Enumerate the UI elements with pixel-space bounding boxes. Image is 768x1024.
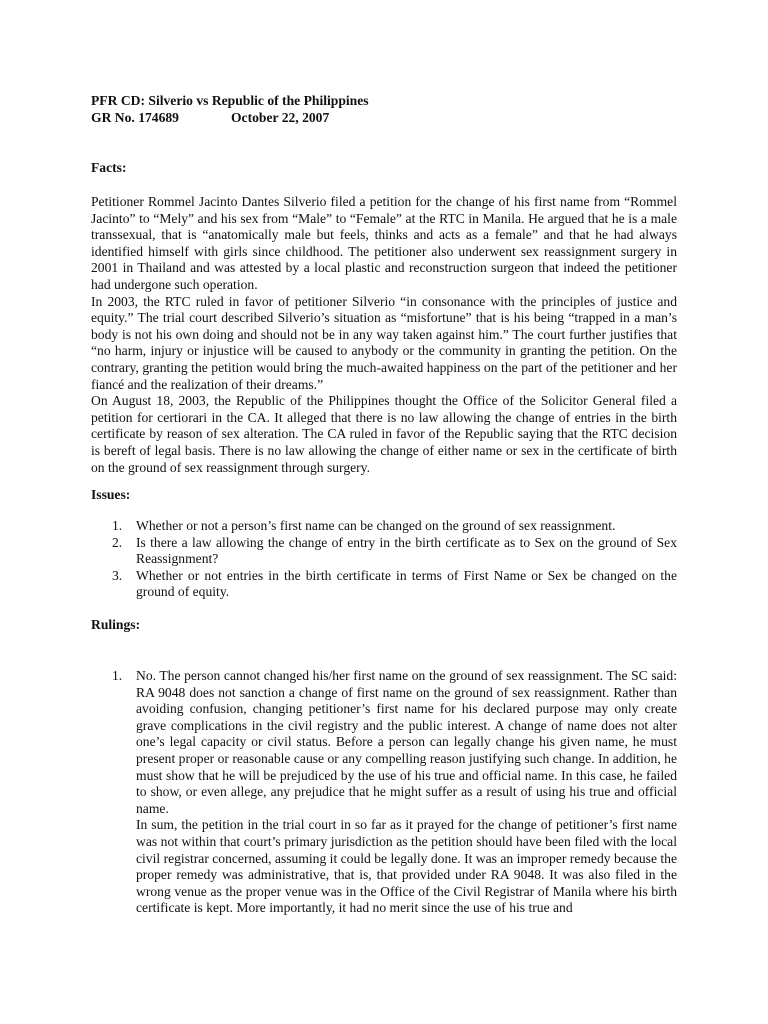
list-number: 3. (112, 567, 123, 583)
issue-text: Whether or not entries in the birth certificate in terms of First Name or Sex be changed on the ground of equity. (136, 567, 677, 600)
rulings-list (91, 668, 677, 917)
list-item (91, 518, 677, 535)
list-item (91, 568, 677, 601)
list-item (91, 535, 677, 568)
decision-date: October 22, 2007 (230, 109, 330, 125)
facts-heading: Facts: (91, 160, 127, 175)
list-number: 1. (112, 518, 123, 533)
list-number: 1. (112, 668, 123, 683)
list-item (91, 668, 677, 917)
case-number-line (91, 110, 677, 127)
facts-paragraph: On August 18, 2003, the Republic of the Philippines thought the Office of the Solicitor General filed a petition for certiorari in the CA. It alleged that there is no law allowing the change of entries in the birth certificate by reason of sex alteration. The CA ruled in favor of the Republic saying that the RTC decision is bereft of legal basis. There is no law allowing the change of either name or sex in the certificate of birth on the ground of sex reassignment through surgery. (91, 393, 677, 475)
issue-text: Whether or not a person’s first name can be changed on the ground of sex reassignment. (136, 518, 616, 533)
issues-list (91, 518, 677, 601)
gr-number: GR No. 174689 (91, 109, 179, 125)
facts-paragraph: In 2003, the RTC ruled in favor of petitioner Silverio “in consonance with the principles of justice and equity.” The trial court described Silverio’s situation as “misfortune” that is his being “trapped in a man’s body is not his own doing and should not be in any way taken against him.” The court further justifies that “no harm, injury or injustice will be caused to anybody or the community in granting the petition. On the contrary, granting the petition would bring the much-awaited happiness on the part of the petitioner and her fiancé and the realization of their dreams.” (91, 293, 677, 392)
facts-paragraph: Petitioner Rommel Jacinto Dantes Silverio filed a petition for the change of his first name from “Rommel Jacinto” to “Mely” and his sex from “Male” to “Female” at the RTC in Manila. He argued that he is a male transsexual, that is “anatomically male but feels, thinks and acts as a female” and that he had always identified himself with girls since childhood. The petitioner also underwent sex reassignment surgery in 2001 in Thailand and was attested by a local plastic and reconstruction surgeon that indeed the petitioner had undergone such operation. (91, 194, 677, 292)
issue-text: Is there a law allowing the change of entry in the birth certificate as to Sex on the ground of Sex Reassignment? (136, 534, 677, 567)
facts-body (91, 194, 677, 476)
case-title: PFR CD: Silverio vs Republic of the Philippines (91, 93, 369, 108)
list-number: 2. (112, 534, 123, 550)
issues-heading: Issues: (91, 487, 131, 502)
document-header (91, 93, 677, 126)
rulings-heading: Rulings: (91, 617, 141, 632)
ruling-text-continued: In sum, the petition in the trial court in so far as it prayed for the change of petitioner’s first name was not within that court’s primary jurisdiction as the petition should have been filed with the local civil registrar concerned, assuming it could be legally done. It was an improper remedy because the proper remedy was administrative, that is, that provided under RA 9048. It was also filed in the wrong venue as the proper venue was in the Office of the Civil Registrar of Manila where his birth certificate is kept. More importantly, it had no merit since the use of his true and (136, 817, 677, 916)
ruling-text: No. The person cannot changed his/her first name on the ground of sex reassignment. The SC said: RA 9048 does not sanction a change of first name on the ground of sex reassignment. Rather than avoiding confusion, changing petitioner’s first name for his declared purpose may only create grave complications in the civil registry and the public interest. A change of name does not alter one’s legal capacity or civil status. Before a person can legally change his given name, he must present proper or reasonable cause or any compelling reason justifying such change. In addition, he must show that he will be prejudiced by the use of his true and official name. In this case, he failed to show, or even allege, any prejudice that he might suffer as a result of using his true and official name. (136, 668, 677, 816)
